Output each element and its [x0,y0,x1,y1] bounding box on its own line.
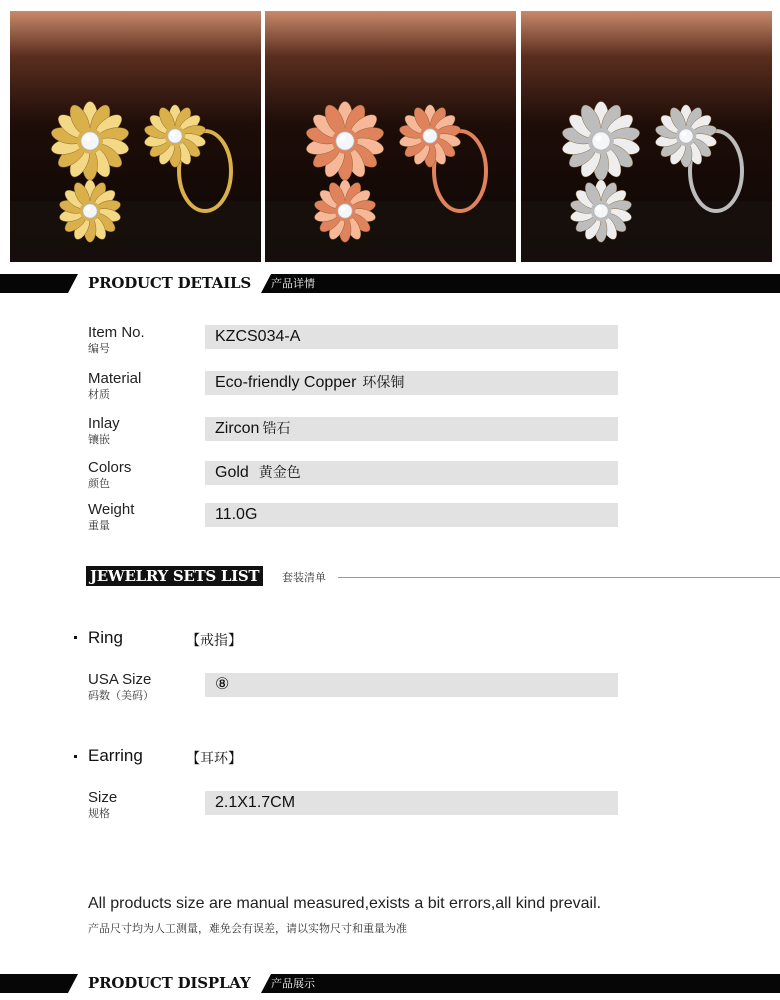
material-value-zh: 环保铜 [362,375,405,391]
colors-value-box [205,461,618,485]
ring-bullet-icon [74,636,77,639]
ring-name: Ring [88,628,123,647]
earring-size-label: Size [88,789,118,806]
sets-list-title-zh: 套装清单 [282,571,326,584]
inlay-value-box [205,417,618,441]
material-value-box [205,371,618,395]
item-no-value: KZCS034-A [215,328,301,345]
product-display-title: PRODUCT DISPLAY [78,974,261,993]
product-display-title-zh: 产品展示 [271,977,315,990]
colors-value-zh: 黄金色 [258,465,301,481]
product-photo-strip [10,11,772,262]
item-no-label-zh: 编号 [88,342,110,355]
inlay-value: Zircon [215,420,260,437]
disclaimer-text-zh: 产品尺寸均为人工测量，难免会有误差，请以实物尺寸和重量为准 [88,922,407,935]
colors-value: Gold [215,464,249,481]
disclaimer-text: All products size are manual measured,exists a bit errors,all kind prevail. [88,895,602,912]
earring-size-value: 2.1X1.7CM [215,794,296,811]
item-no-label: Item No. [88,324,145,341]
gold-set-photo [10,11,261,262]
inlay-label-zh: 镶嵌 [88,433,110,446]
inlay-label: Inlay [88,415,120,432]
product-display-header [0,974,780,993]
earring-name: Earring [88,746,143,765]
ring-size-label-zh: 码数（美码） [88,689,154,702]
colors-label: Colors [88,459,132,476]
weight-label-zh: 重量 [88,519,110,532]
weight-label: Weight [88,501,135,518]
weight-value: 11.0G [215,506,258,523]
ring-size-value-box [205,673,618,697]
sets-list-divider [338,577,780,578]
material-value: Eco-friendly Copper [215,374,357,391]
material-label: Material [88,370,142,387]
ring-name-zh: 【戒指】 [186,633,242,649]
product-details-title-zh: 产品详情 [271,277,315,290]
colors-label-zh: 颜色 [88,477,110,490]
inlay-value-zh: 锆石 [262,421,291,437]
ring-size-label: USA Size [88,671,152,688]
material-label-zh: 材质 [88,388,110,401]
rose-gold-set-photo [265,11,516,262]
silver-set-photo [521,11,772,262]
earring-name-zh: 【耳环】 [186,751,242,767]
ring-size-value: ⑧ [215,676,230,693]
item-no-value-box [205,325,618,349]
weight-value-box [205,503,618,527]
earring-bullet-icon [74,755,77,758]
sets-list-title: JEWELRY SETS LIST [86,566,263,586]
product-details-header [0,274,780,293]
earring-size-label-zh: 规格 [88,807,110,820]
earring-size-value-box [205,791,618,815]
product-details-title: PRODUCT DETAILS [78,274,261,293]
